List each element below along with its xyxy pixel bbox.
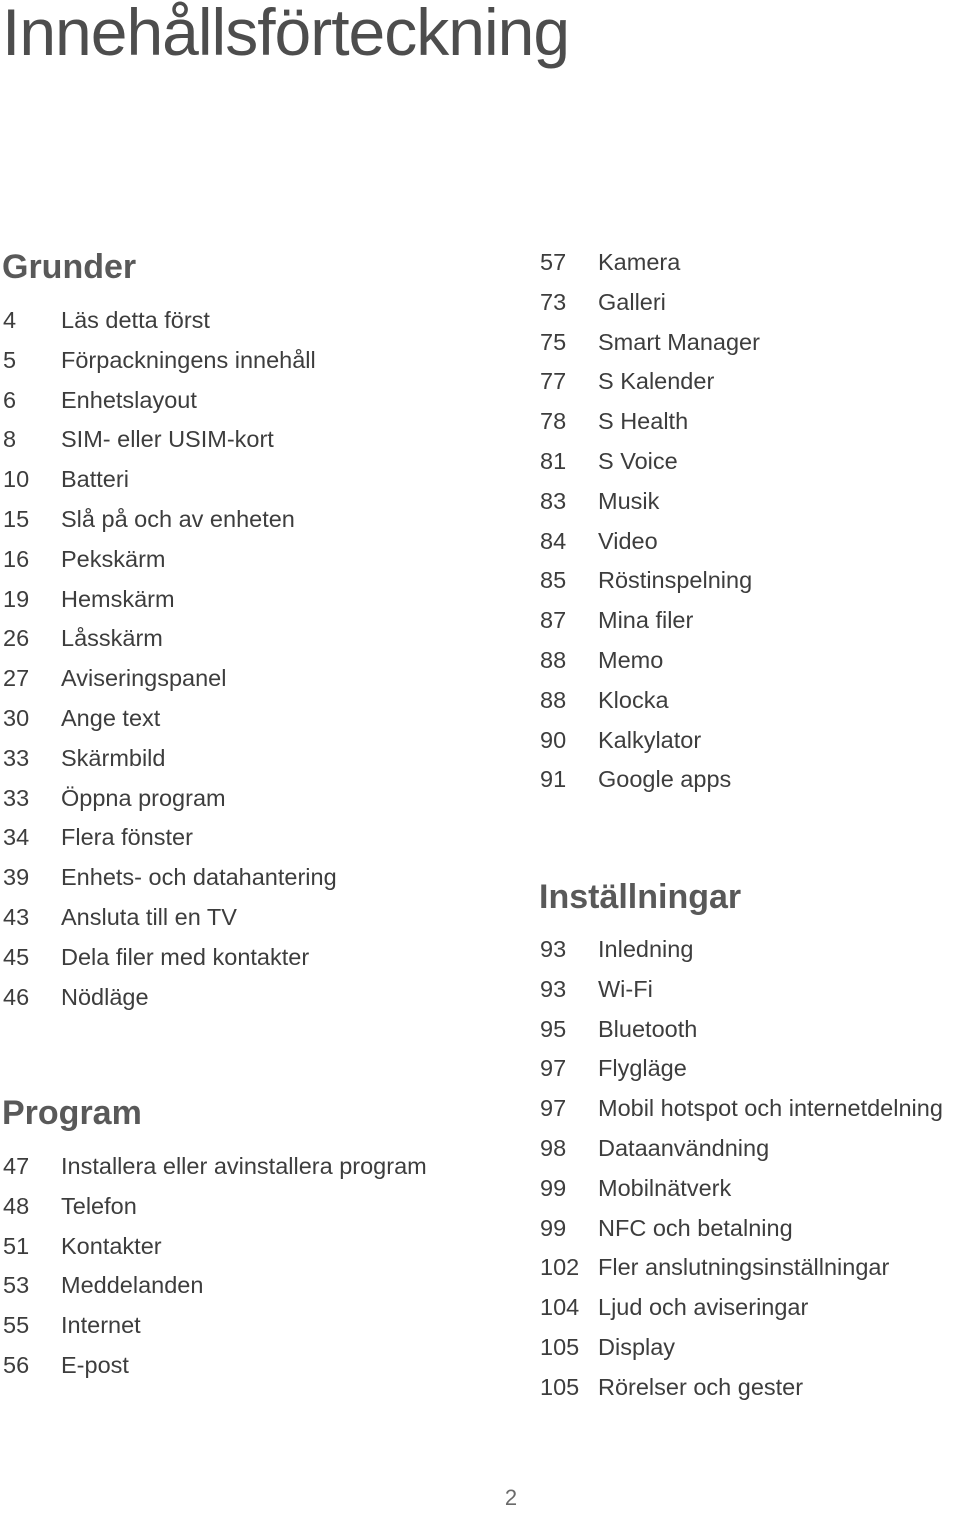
toc-entry-page-number: 33 [3, 744, 30, 771]
toc-entry[interactable] [540, 323, 760, 363]
toc-entry-page-number: 90 [540, 726, 567, 753]
toc-entry-page-number: 16 [3, 545, 30, 572]
toc-entry[interactable] [3, 500, 337, 540]
toc-entry-title: Telefon [61, 1192, 137, 1219]
toc-entry[interactable] [540, 362, 760, 402]
toc-entry-title: Rörelser och gester [598, 1373, 804, 1400]
toc-entry-title: Röstinspelning [598, 567, 753, 594]
toc-entry[interactable] [540, 1169, 943, 1209]
toc-entry-page-number: 39 [3, 864, 30, 891]
toc-entry[interactable] [540, 1010, 943, 1050]
toc-entry-page-number: 43 [3, 903, 30, 930]
toc-entry-page-number: 8 [3, 426, 17, 453]
toc-entry[interactable] [3, 659, 337, 699]
toc-entry[interactable] [540, 641, 760, 681]
toc-entry-page-number: 105 [540, 1373, 580, 1400]
toc-entry[interactable] [540, 561, 760, 601]
toc-entry-title: NFC och betalning [598, 1214, 793, 1241]
page-title: Innehållsförteckning [2, 0, 570, 69]
toc-entry-title: Musik [598, 487, 660, 514]
toc-entry-page-number: 27 [3, 665, 30, 692]
toc-entry-page-number: 57 [540, 249, 567, 275]
toc-entry[interactable] [3, 938, 337, 978]
toc-entry-page-number: 15 [3, 505, 30, 532]
toc-entry-title: Installera eller avinstallera program [61, 1153, 427, 1179]
toc-entry-page-number: 91 [540, 766, 567, 793]
toc-entry[interactable] [540, 1368, 943, 1408]
toc-entry[interactable] [540, 1288, 943, 1328]
toc-entry-title: Internet [61, 1312, 141, 1339]
toc-entry-title: Pekskärm [61, 545, 166, 572]
toc-entry-page-number: 34 [3, 824, 30, 851]
toc-entry-page-number: 95 [540, 1015, 567, 1042]
toc-entry-title: S Voice [598, 447, 678, 474]
toc-entry-title: Hemskärm [61, 585, 175, 612]
toc-entry-title: S Kalender [598, 368, 715, 395]
toc-entry-page-number: 87 [540, 607, 567, 634]
toc-entry[interactable] [3, 818, 337, 858]
toc-entry-title: Kamera [598, 249, 681, 275]
toc-entry-title: Dataanvändning [598, 1134, 770, 1161]
toc-entry[interactable] [540, 760, 760, 800]
toc-entry-title: Förpackningens innehåll [61, 346, 316, 373]
toc-entry[interactable] [540, 442, 760, 482]
toc-entry-title: Mobil hotspot och internetdelning [598, 1095, 943, 1122]
toc-entry-title: Galleri [598, 288, 666, 315]
toc-list-program [3, 1147, 427, 1386]
toc-entry-title: Mobilnätverk [598, 1174, 732, 1201]
toc-entry[interactable] [3, 858, 337, 898]
toc-entry[interactable] [540, 970, 943, 1010]
toc-entry-title: SIM- eller USIM-kort [61, 426, 274, 453]
toc-entry-title: Aviseringspanel [61, 665, 227, 692]
toc-entry[interactable] [3, 381, 337, 421]
toc-entry-page-number: 102 [540, 1254, 580, 1281]
footer-page-number: 2 [504, 1485, 518, 1510]
toc-entry-page-number: 99 [540, 1174, 567, 1201]
toc-entry-page-number: 105 [540, 1333, 580, 1360]
toc-entry-title: Låsskärm [61, 625, 163, 652]
toc-entry-page-number: 30 [3, 704, 30, 731]
toc-entry-page-number: 45 [3, 943, 30, 970]
toc-entry-title: Dela filer med kontakter [61, 943, 310, 970]
toc-entry[interactable] [3, 580, 337, 620]
toc-entry-title: Enhetslayout [61, 386, 197, 413]
toc-entry-title: Kontakter [61, 1232, 162, 1259]
toc-entry-page-number: 73 [540, 288, 567, 315]
toc-entry-title: Kalkylator [598, 726, 702, 753]
toc-list-installningar [540, 930, 943, 1408]
toc-entry-title: Mina filer [598, 607, 694, 634]
toc-entry[interactable] [3, 779, 337, 819]
section-heading-installningar: Inställningar [539, 878, 742, 916]
toc-list-program-continued [540, 243, 760, 800]
toc-entry-title: Ange text [61, 704, 161, 731]
toc-entry-title: Meddelanden [61, 1272, 204, 1299]
section-heading-program: Program [2, 1094, 142, 1132]
toc-entry-page-number: 84 [540, 527, 567, 554]
toc-entry[interactable] [540, 1129, 943, 1169]
toc-entry-page-number: 83 [540, 487, 567, 514]
toc-entry-title: Slå på och av enheten [61, 505, 295, 532]
toc-entry[interactable] [3, 978, 337, 1018]
toc-entry-page-number: 97 [540, 1055, 567, 1082]
toc-entry[interactable] [540, 1089, 943, 1129]
toc-entry[interactable] [3, 1346, 427, 1386]
toc-entry-title: Wi-Fi [598, 975, 653, 1002]
toc-entry-page-number: 4 [3, 307, 17, 333]
toc-entry[interactable] [3, 1187, 427, 1227]
toc-entry-page-number: 48 [3, 1192, 30, 1219]
toc-entry[interactable] [540, 1328, 943, 1368]
toc-entry-page-number: 55 [3, 1312, 30, 1339]
toc-entry-title: Smart Manager [598, 328, 760, 355]
toc-entry[interactable] [540, 283, 760, 323]
toc-entry-title: Nödläge [61, 983, 149, 1010]
toc-entry[interactable] [540, 1049, 943, 1089]
toc-entry-page-number: 56 [3, 1351, 30, 1378]
toc-entry-page-number: 6 [3, 386, 17, 413]
toc-entry-title: Flera fönster [61, 824, 193, 851]
toc-entry-page-number: 26 [3, 625, 30, 652]
toc-entry[interactable] [540, 721, 760, 761]
toc-entry-title: Klocka [598, 686, 669, 713]
toc-entry[interactable] [3, 341, 337, 381]
toc-entry-page-number: 53 [3, 1272, 30, 1299]
toc-entry-title: Ansluta till en TV [61, 903, 237, 930]
toc-entry-title: S Health [598, 408, 689, 435]
toc-entry-title: Läs detta först [61, 307, 210, 333]
toc-entry-title: Skärmbild [61, 744, 166, 771]
toc-entry-title: Bluetooth [598, 1015, 698, 1042]
section-heading-grunder: Grunder [2, 248, 137, 286]
toc-entry[interactable] [540, 402, 760, 442]
toc-entry-title: Enhets- och datahantering [61, 864, 337, 891]
toc-entry-page-number: 46 [3, 983, 30, 1010]
toc-entry-page-number: 77 [540, 368, 567, 395]
toc-entry-page-number: 88 [540, 646, 567, 673]
toc-entry-page-number: 75 [540, 328, 567, 355]
toc-entry[interactable] [3, 420, 337, 460]
toc-entry-page-number: 97 [540, 1095, 567, 1122]
toc-entry-title: Batteri [61, 466, 129, 493]
toc-entry-title: Flygläge [598, 1055, 687, 1082]
toc-entry-page-number: 33 [3, 784, 30, 811]
toc-entry-title: Öppna program [61, 784, 226, 811]
toc-entry-page-number: 19 [3, 585, 30, 612]
toc-entry-page-number: 81 [540, 447, 567, 474]
toc-entry-page-number: 85 [540, 567, 567, 594]
toc-entry-title: Google apps [598, 766, 732, 793]
toc-entry[interactable] [3, 1266, 427, 1306]
toc-entry-page-number: 51 [3, 1232, 30, 1259]
toc-entry[interactable] [3, 1306, 427, 1346]
toc-entry-title: Display [598, 1333, 676, 1360]
toc-list-grunder [3, 301, 337, 1017]
toc-entry[interactable] [3, 739, 337, 779]
toc-entry[interactable] [540, 1248, 943, 1288]
toc-entry[interactable] [3, 460, 337, 500]
toc-entry-page-number: 98 [540, 1134, 567, 1161]
toc-entry[interactable] [3, 1227, 427, 1267]
toc-entry[interactable] [3, 1147, 427, 1187]
toc-entry-title: E-post [61, 1351, 129, 1378]
toc-entry-page-number: 104 [540, 1294, 580, 1321]
toc-entry[interactable] [540, 930, 943, 970]
toc-entry-title: Fler anslutningsinställningar [598, 1254, 890, 1281]
toc-entry[interactable] [540, 482, 760, 522]
toc-entry-page-number: 93 [540, 975, 567, 1002]
toc-entry[interactable] [540, 522, 760, 562]
toc-entry-title: Inledning [598, 936, 694, 962]
toc-entry-page-number: 99 [540, 1214, 567, 1241]
toc-entry[interactable] [540, 243, 760, 283]
toc-entry[interactable] [3, 898, 337, 938]
toc-entry-page-number: 5 [3, 346, 17, 373]
toc-entry-page-number: 78 [540, 408, 567, 435]
toc-entry-page-number: 88 [540, 686, 567, 713]
toc-entry[interactable] [3, 699, 337, 739]
toc-entry[interactable] [540, 601, 760, 641]
toc-entry-page-number: 93 [540, 936, 567, 962]
toc-entry-title: Memo [598, 646, 664, 673]
toc-entry[interactable] [540, 1209, 943, 1249]
toc-entry-page-number: 10 [3, 466, 30, 493]
toc-entry[interactable] [3, 619, 337, 659]
toc-entry-page-number: 47 [3, 1153, 30, 1179]
toc-entry[interactable] [3, 540, 337, 580]
toc-entry[interactable] [540, 681, 760, 721]
toc-entry[interactable] [3, 301, 337, 341]
toc-entry-title: Video [598, 527, 658, 554]
toc-entry-title: Ljud och aviseringar [598, 1294, 809, 1321]
